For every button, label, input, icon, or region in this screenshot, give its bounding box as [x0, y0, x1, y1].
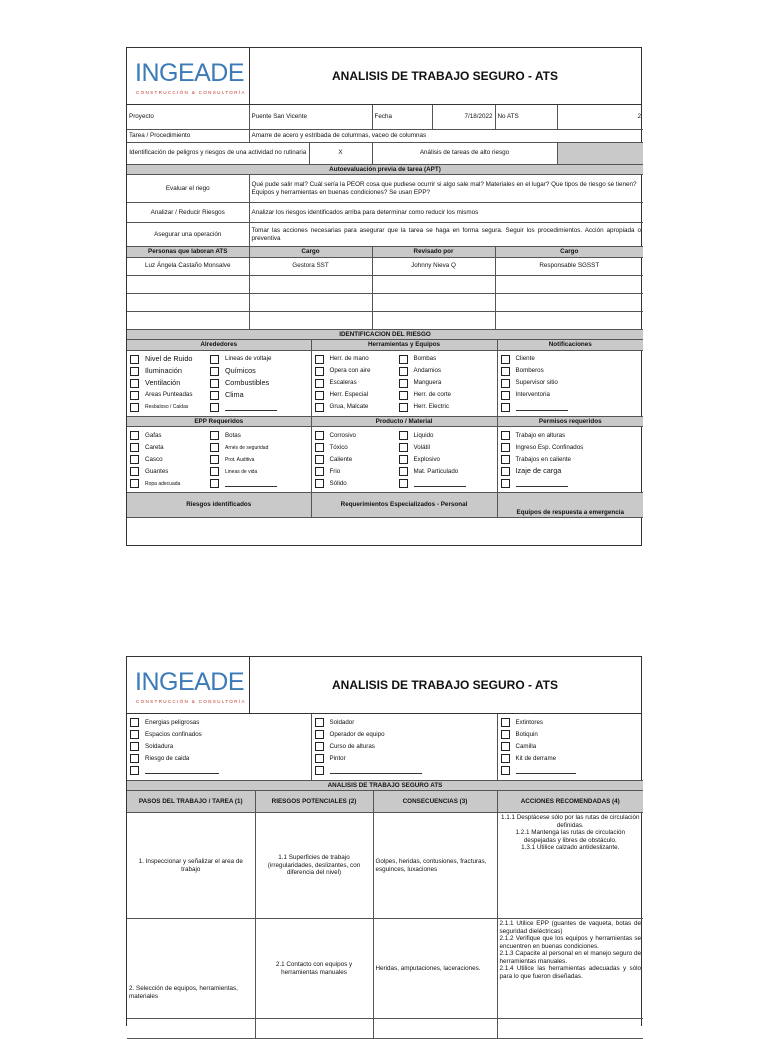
producto-checklist — [312, 428, 497, 491]
consecuencia-cell[interactable]: Heridas, amputaciones, laceraciones. — [373, 919, 497, 1019]
ident-riesgo-header: IDENTIFICACION DEL RIESGO — [127, 330, 643, 340]
ats-steps-table — [127, 781, 643, 1039]
blank-line-item[interactable] — [501, 765, 641, 776]
checkbox-item[interactable] — [399, 442, 494, 453]
checkbox-label: Riesgo de caida — [145, 755, 189, 762]
revisado-2[interactable] — [372, 275, 495, 293]
revisado-4[interactable] — [372, 311, 495, 329]
checkbox-item[interactable] — [210, 454, 308, 465]
checkbox-label: Botiquin — [516, 731, 538, 738]
checkbox[interactable] — [501, 379, 510, 388]
checkbox[interactable] — [210, 455, 219, 464]
checkbox[interactable] — [130, 467, 139, 476]
company-logo — [127, 48, 250, 104]
checkbox-label: Trabajo en alturas — [516, 432, 566, 439]
checkbox-item[interactable] — [501, 717, 641, 728]
evaluar-label: Evaluar el riego — [127, 175, 249, 203]
cargo-2[interactable] — [249, 275, 372, 293]
checkbox-label: Izaje de carga — [516, 467, 562, 476]
checkbox-item[interactable] — [501, 729, 641, 740]
checkbox-label: Energias peligrosas — [145, 719, 199, 726]
checkbox-item[interactable] — [315, 366, 399, 377]
proyecto-label: Proyecto — [127, 105, 249, 129]
tarea-value[interactable]: Amarre de acero y estribada de columnas, vaceo de columnas — [249, 129, 643, 142]
checkbox-item[interactable] — [315, 430, 399, 441]
checkbox-label: Herr. de mano — [330, 355, 369, 362]
permisos-header: Permisos requeridos — [497, 416, 643, 427]
checkbox[interactable] — [210, 403, 219, 412]
paso-cell[interactable] — [127, 1019, 255, 1039]
checkbox-label: Nivel de Ruido — [145, 355, 192, 364]
checkbox[interactable] — [210, 479, 219, 488]
checkbox-item[interactable] — [501, 454, 641, 465]
checkbox-label: Iluminación — [145, 367, 182, 376]
checkbox-item[interactable] — [399, 466, 494, 477]
cargo-1[interactable]: Gestora SST — [249, 257, 372, 275]
checkbox[interactable] — [315, 467, 324, 476]
cargo2-1[interactable]: Responsable SGSST — [495, 257, 643, 275]
checkbox-item[interactable] — [399, 354, 494, 365]
checkbox-item[interactable] — [315, 741, 494, 752]
checkbox[interactable] — [210, 379, 219, 388]
checkbox[interactable] — [399, 467, 408, 476]
fecha-value[interactable]: 7/18/2022 — [432, 105, 495, 129]
checkbox[interactable] — [501, 479, 510, 488]
checkbox-item[interactable] — [315, 442, 399, 453]
checkbox-item[interactable] — [130, 378, 210, 389]
checkbox[interactable] — [210, 467, 219, 476]
checkbox-item[interactable] — [210, 378, 308, 389]
checkbox-item[interactable] — [399, 378, 494, 389]
checkbox-item[interactable] — [501, 378, 641, 389]
checkbox-item[interactable] — [210, 430, 308, 441]
epp-header: EPP Requeridos — [127, 416, 311, 427]
checkbox[interactable] — [399, 479, 408, 488]
blank-line-item[interactable] — [501, 402, 641, 413]
checkbox-item[interactable] — [501, 442, 641, 453]
no-ats-label: No ATS — [495, 105, 557, 129]
cargo2-2[interactable] — [495, 275, 643, 293]
risk-identification-table — [127, 330, 643, 519]
checkbox-label: Corrosivo — [330, 432, 356, 439]
personal-checklist — [312, 715, 497, 778]
checkbox-item[interactable] — [315, 454, 399, 465]
blank-line[interactable] — [516, 767, 576, 774]
checkbox[interactable] — [210, 355, 219, 364]
checkbox[interactable] — [130, 431, 139, 440]
blank-line-item[interactable] — [501, 478, 641, 489]
ident-peligros-mark[interactable]: X — [309, 142, 372, 164]
checkbox[interactable] — [210, 391, 219, 400]
checkbox-label: Interventoria — [516, 391, 550, 398]
equipos-emergencia-checklist — [498, 715, 644, 778]
checkbox-item[interactable] — [210, 466, 308, 477]
checkbox[interactable] — [130, 766, 139, 775]
paso-cell[interactable]: 2. Selección de equipos, herramientas, materiales — [127, 919, 255, 1019]
table-row — [127, 919, 643, 1019]
checkbox-label: Curso de alturas — [330, 743, 375, 750]
blank-line[interactable] — [330, 767, 422, 774]
checkbox[interactable] — [399, 431, 408, 440]
checkbox[interactable] — [501, 355, 510, 364]
apt-header: Autoevaluación previa de tarea (APT) — [127, 164, 643, 175]
checkbox[interactable] — [315, 479, 324, 488]
analizar-text: Analizar los riesgos identificados arriba para determinar como reducir los mismos — [249, 203, 643, 223]
th-pasos: PASOS DEL TRABAJO / TAREA (1) — [127, 791, 255, 813]
checkbox-item[interactable] — [315, 729, 494, 740]
cargo-header: Cargo — [249, 247, 372, 258]
revisado-header: Revisado por — [372, 247, 495, 258]
asegurar-text: Tomar las acciones necesarias para asegurar que la tarea se haga en forma segura. Seguir los procedimientos. Acción apropiada o preventiva — [249, 223, 643, 247]
riesgo-cell[interactable]: 1.1 Superficies de trabajo (irregularidades, deslizantes, con diferencia del nivel) — [255, 813, 373, 919]
checkbox-label: Volátil — [414, 444, 431, 451]
blank-line[interactable] — [516, 480, 568, 487]
herramientas-header: Herramientas y Equipos — [311, 340, 497, 351]
riesgo-cell[interactable] — [255, 1019, 373, 1039]
ident-peligros-label: Identificación de peligros y riesgos de una actividad no rutinaria — [127, 142, 309, 164]
revisado-1[interactable]: Johnny Nieva Q — [372, 257, 495, 275]
checkbox-label: Lineas de voltaje — [225, 355, 271, 362]
no-ats-value[interactable]: 2 — [557, 105, 643, 129]
alrededores-header: Alrededores — [127, 340, 311, 351]
checkbox-label: Grua, Malcate — [330, 403, 369, 410]
checkbox-item[interactable] — [130, 466, 210, 477]
checkbox[interactable] — [501, 455, 510, 464]
blank-line[interactable] — [225, 404, 277, 411]
asegurar-label: Asegurar una operación — [127, 223, 249, 247]
alrededores-checklist — [127, 352, 311, 415]
checkbox-label: Liquido — [414, 432, 434, 439]
th-consecuencias: CONSECUENCIAS (3) — [373, 791, 497, 813]
checkbox-item[interactable] — [210, 366, 308, 377]
checkbox-item[interactable] — [315, 753, 494, 764]
checkbox-item[interactable] — [501, 390, 641, 401]
acciones-cell[interactable] — [497, 1019, 643, 1039]
cargo-3[interactable] — [249, 293, 372, 311]
checkbox[interactable] — [130, 455, 139, 464]
blank-line-item[interactable] — [210, 478, 308, 489]
blank-line-item[interactable] — [210, 402, 308, 413]
checkbox[interactable] — [315, 379, 324, 388]
checkbox-label: Camilla — [516, 743, 537, 750]
checkbox[interactable] — [399, 379, 408, 388]
checkbox[interactable] — [501, 391, 510, 400]
checkbox[interactable] — [399, 355, 408, 364]
blank-line[interactable] — [145, 767, 219, 774]
checkbox-label: Andamios — [414, 367, 442, 374]
table-row — [127, 1019, 643, 1039]
checkbox-label: Resbaloso / Caidas — [145, 404, 188, 410]
checkbox[interactable] — [399, 455, 408, 464]
checkbox[interactable] — [315, 754, 324, 763]
personas-header: Personas que laboran ATS — [127, 247, 249, 258]
checkbox-label: Químicos — [225, 367, 256, 376]
checkbox-label: Espacios confinados — [145, 731, 202, 738]
checkbox-item[interactable] — [399, 402, 494, 413]
persona-3[interactable] — [127, 293, 249, 311]
blank-line[interactable] — [225, 480, 277, 487]
checkbox-item[interactable] — [501, 354, 641, 365]
form-title: ANALISIS DE TRABAJO SEGURO - ATS — [249, 48, 641, 104]
checkbox-item[interactable] — [399, 454, 494, 465]
checkbox[interactable] — [315, 718, 324, 727]
checkbox[interactable] — [399, 443, 408, 452]
checkbox-label: Guantes — [145, 468, 168, 475]
logo-text: INGEADE — [135, 668, 244, 697]
form-header — [127, 657, 641, 714]
acciones-cell[interactable]: 1.1.1 Desplácese sólo por las rutas de circulación definidas. 1.2.1 Mantenga las rutas de circulación despejadas y libres de obstáculo. 1.3.1 Utilice calzado antideslizante. — [497, 813, 643, 919]
checkbox-label: Frio — [330, 468, 341, 475]
checkbox[interactable] — [130, 403, 139, 412]
cargo-4[interactable] — [249, 311, 372, 329]
checkbox-item[interactable] — [130, 430, 210, 441]
checkbox[interactable] — [315, 355, 324, 364]
checkbox[interactable] — [130, 730, 139, 739]
th-riesgos: RIESGOS POTENCIALES (2) — [255, 791, 373, 813]
checkbox-item[interactable] — [399, 390, 494, 401]
checkbox-label: Ropa adecuada — [145, 481, 180, 487]
riesgos-identificados-header: Riesgos identificados — [127, 493, 311, 518]
checkbox-label: Casco — [145, 456, 163, 463]
permisos-checklist — [498, 428, 644, 491]
requerimientos-header: Requerimientos Especializados - Personal — [311, 493, 497, 518]
checkbox[interactable] — [501, 443, 510, 452]
checkbox[interactable] — [210, 367, 219, 376]
form-title: ANALISIS DE TRABAJO SEGURO - ATS — [249, 657, 641, 713]
checkbox[interactable] — [315, 443, 324, 452]
persona-1[interactable]: Luz Ángela Castaño Monsalve — [127, 257, 249, 275]
checkbox[interactable] — [130, 479, 139, 488]
checkbox-label: Cliente — [516, 355, 535, 362]
specialized-requirements-table — [127, 714, 643, 781]
herramientas-checklist — [312, 352, 497, 415]
consecuencia-cell[interactable]: Golpes, heridas, contusiones, fracturas, esguinces, luxaciones — [373, 813, 497, 919]
checkbox[interactable] — [315, 431, 324, 440]
checkbox-label: Opera con aire — [330, 367, 371, 374]
checkbox-item[interactable] — [501, 366, 641, 377]
checkbox-label: Extintores — [516, 719, 544, 726]
ats-form-page-1 — [126, 47, 642, 546]
checkbox-item[interactable] — [399, 366, 494, 377]
checkbox-label: Botas — [225, 432, 241, 439]
checkbox[interactable] — [130, 718, 139, 727]
checkbox-label: Bomberos — [516, 367, 544, 374]
checkbox[interactable] — [315, 455, 324, 464]
logo-subtitle: CONSTRUCCIÓN & CONSULTORÍA — [136, 699, 246, 704]
checkbox-item[interactable] — [315, 390, 399, 401]
analisis-alto-riesgo-label: Análisis de tareas de alto riesgo — [372, 142, 557, 164]
checkbox-item[interactable] — [501, 430, 641, 441]
checkbox[interactable] — [501, 742, 510, 751]
checkbox-item[interactable] — [315, 478, 399, 489]
checkbox[interactable] — [501, 431, 510, 440]
checkbox-label: Escaleras — [330, 379, 357, 386]
logo-subtitle: CONSTRUCCIÓN & CONSULTORÍA — [136, 90, 246, 95]
checkbox[interactable] — [501, 730, 510, 739]
checkbox[interactable] — [501, 766, 510, 775]
blank-line[interactable] — [516, 404, 568, 411]
checkbox[interactable] — [399, 403, 408, 412]
checkbox-label: Sólido — [330, 480, 347, 487]
checkbox[interactable] — [399, 391, 408, 400]
analizar-label: Analizar / Reducir Riesgos — [127, 203, 249, 223]
checkbox-label: Pintor — [330, 755, 346, 762]
checkbox-item[interactable] — [130, 753, 308, 764]
checkbox-label: Operador de equipo — [330, 731, 385, 738]
checkbox[interactable] — [315, 766, 324, 775]
checkbox-label: Careta — [145, 444, 164, 451]
checkbox[interactable] — [399, 367, 408, 376]
checkbox-label: Kit de derrame — [516, 755, 557, 762]
checkbox[interactable] — [130, 367, 139, 376]
checkbox[interactable] — [130, 443, 139, 452]
ats-info-table — [127, 105, 643, 330]
checkbox-item[interactable] — [130, 390, 210, 401]
checkbox-label: Tóxico — [330, 444, 348, 451]
checkbox[interactable] — [501, 718, 510, 727]
notificaciones-checklist — [498, 352, 644, 415]
checkbox[interactable] — [501, 467, 510, 476]
checkbox[interactable] — [130, 379, 139, 388]
checkbox-item[interactable] — [315, 466, 399, 477]
checkbox-label: Herr. Especial — [330, 391, 369, 398]
checkbox-item[interactable] — [130, 741, 308, 752]
checkbox-label: Supervisor sitio — [516, 379, 558, 386]
checkbox-item[interactable] — [130, 442, 210, 453]
persona-4[interactable] — [127, 311, 249, 329]
checkbox-item[interactable] — [210, 390, 308, 401]
checkbox-item[interactable] — [130, 478, 210, 489]
checkbox-label: Arnés de seguridad — [225, 445, 268, 451]
checkbox-item[interactable] — [315, 402, 399, 413]
checkbox[interactable] — [315, 391, 324, 400]
company-logo — [127, 657, 250, 713]
checkbox-label: Explosivo — [414, 456, 440, 463]
checkbox[interactable] — [130, 355, 139, 364]
acciones-cell[interactable]: 2.1.1 Utilice EPP (guantes de vaqueta, botas de seguridad dieléctricas) 2.1.2 Verifique que los equipos y herramientas se encuentren en buenas condiciones. 2.1.3 Capacite al personal en el manejo seguro de herramientas manuales. 2.1.4 Utilice las herramientas adecuadas y sólo para lo que fueron diseñadas. — [497, 919, 643, 1019]
checkbox-label: Soldador — [330, 719, 355, 726]
checkbox[interactable] — [130, 391, 139, 400]
checkbox[interactable] — [501, 403, 510, 412]
checkbox-item[interactable] — [210, 354, 308, 365]
table-row — [127, 813, 643, 919]
checkbox-label: Ingreso Esp. Confinados — [516, 444, 584, 451]
epp-checklist — [127, 428, 311, 491]
checkbox-item[interactable] — [130, 729, 308, 740]
checkbox-label: Clima — [225, 391, 244, 400]
checkbox[interactable] — [315, 367, 324, 376]
blank-line-item[interactable] — [315, 765, 494, 776]
checkbox-label: Soldadura — [145, 743, 173, 750]
checkbox-item[interactable] — [399, 430, 494, 441]
checkbox-item[interactable] — [210, 442, 308, 453]
checkbox-label: Caliente — [330, 456, 353, 463]
persona-2[interactable] — [127, 275, 249, 293]
checkbox-label: Lineas de vida — [225, 469, 257, 475]
checkbox-label: Trabajos en caliente — [516, 456, 572, 463]
checkbox-label: Ventilación — [145, 379, 180, 388]
ats-form-page-2 — [126, 656, 642, 1026]
blank-line-item[interactable] — [130, 765, 308, 776]
checkbox-label: Gafas — [145, 432, 162, 439]
checkbox-item[interactable] — [130, 354, 210, 365]
ats-header: ANALISIS DE TRABAJO SEGURO ATS — [127, 781, 643, 791]
checkbox-item[interactable] — [315, 717, 494, 728]
checkbox[interactable] — [130, 754, 139, 763]
checkbox-item[interactable] — [315, 354, 399, 365]
proyecto-value[interactable]: Puente San Vicente — [249, 105, 372, 129]
checkbox-item[interactable] — [130, 454, 210, 465]
checkbox-label: Prot. Auditiva — [225, 457, 254, 463]
fecha-label: Fecha — [372, 105, 432, 129]
riesgo-cell[interactable]: 2.1 Contacto con equipos y herramientas manuales — [255, 919, 373, 1019]
th-acciones: ACCIONES RECOMENDADAS (4) — [497, 791, 643, 813]
paso-cell[interactable]: 1. Inspeccionar y señalizar el area de trabajo — [127, 813, 255, 919]
checkbox-label: Herr. Electric — [414, 403, 449, 410]
checkbox-item[interactable] — [501, 753, 641, 764]
checkbox[interactable] — [130, 742, 139, 751]
form-header — [127, 48, 641, 105]
notificaciones-header: Notificaciones — [497, 340, 643, 351]
checkbox[interactable] — [210, 431, 219, 440]
analisis-alto-riesgo-mark[interactable] — [557, 142, 643, 164]
riesgos-checklist — [127, 715, 311, 778]
checkbox-item[interactable] — [501, 741, 641, 752]
revisado-3[interactable] — [372, 293, 495, 311]
checkbox-item[interactable] — [315, 378, 399, 389]
checkbox-item[interactable] — [130, 402, 210, 413]
tarea-label: Tarea / Procedimiento — [127, 129, 249, 142]
checkbox[interactable] — [501, 367, 510, 376]
checkbox-label: Mat. Particulado — [414, 468, 459, 475]
checkbox-label: Combustibles — [225, 379, 269, 388]
producto-header: Producto / Material — [311, 416, 497, 427]
checkbox-label: Herr. de corte — [414, 391, 451, 398]
checkbox[interactable] — [315, 403, 324, 412]
blank-line[interactable] — [414, 480, 466, 487]
blank-line-item[interactable] — [399, 478, 494, 489]
checkbox-label: Areas Punteadas — [145, 391, 192, 398]
checkbox-item[interactable] — [501, 466, 641, 477]
checkbox[interactable] — [501, 754, 510, 763]
checkbox-item[interactable] — [130, 717, 308, 728]
checkbox-label: Bombas — [414, 355, 437, 362]
cargo2-header: Cargo — [495, 247, 643, 258]
checkbox[interactable] — [315, 730, 324, 739]
equipos-respuesta-header: Equipos de respuesta a emergencia — [497, 493, 643, 518]
logo-text: INGEADE — [135, 59, 244, 88]
cargo2-3[interactable] — [495, 293, 643, 311]
checkbox[interactable] — [315, 742, 324, 751]
checkbox-label: Manguera — [414, 379, 442, 386]
cargo2-4[interactable] — [495, 311, 643, 329]
checkbox-item[interactable] — [130, 366, 210, 377]
checkbox[interactable] — [210, 443, 219, 452]
consecuencia-cell[interactable] — [373, 1019, 497, 1039]
evaluar-text: Qué pude salir mal? Cuál sería la PEOR cosa que pudiese ocurrir si algo sale mal? Materiales en el lugar? Que tipos de riesgo se tienen? Equipos y herramientas en buenas condiciones? Se usan EPP? — [249, 175, 643, 203]
